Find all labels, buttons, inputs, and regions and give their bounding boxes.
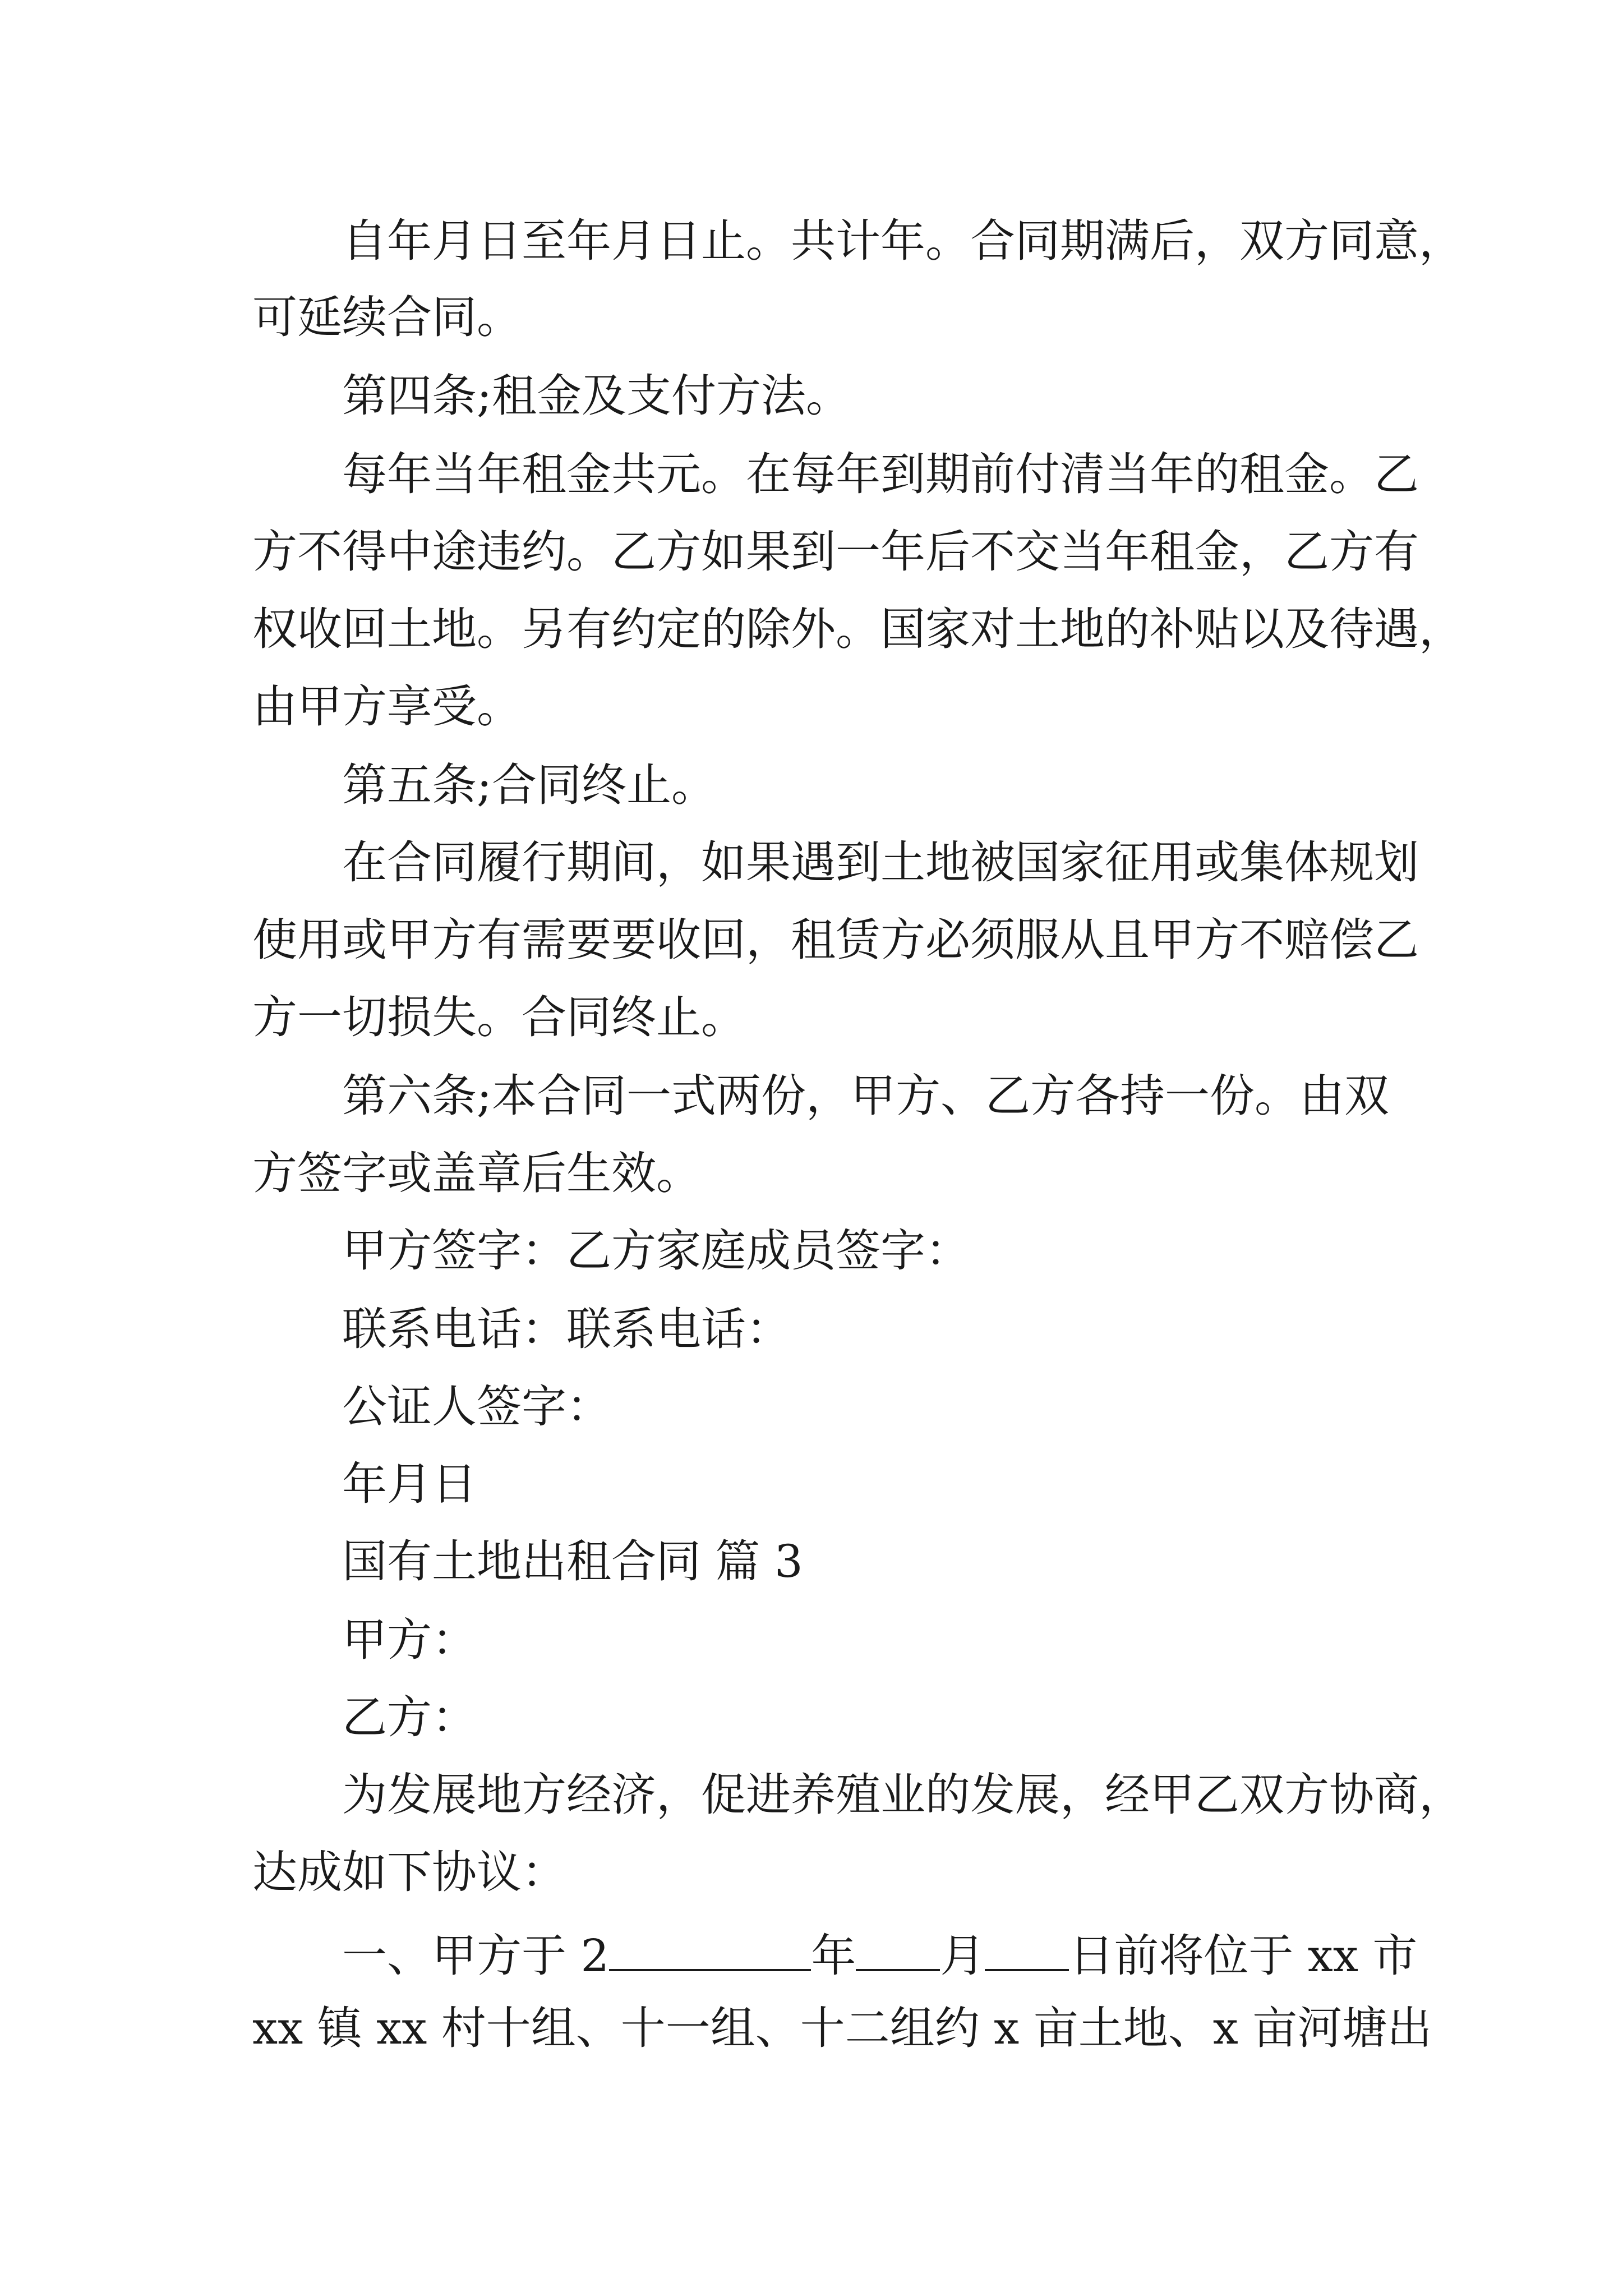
clause-text: 月 [940,1930,985,1982]
text-line: 每年当年租金共元。在每年到期前付清当年的租金。乙 [342,448,1419,500]
blank-underline [856,1929,940,1971]
article-heading: 第五条;合同终止。 [342,759,716,811]
blank-underline [609,1929,811,1971]
text-line: 方签字或盖章后生效。 [252,1147,701,1199]
text-line: 使用或甲方有需要要收回，租赁方必须服从且甲方不赔偿乙 [252,914,1419,966]
signature-line: 甲方签字：乙方家庭成员签字： [342,1225,970,1277]
text-line: xx 镇 xx 村十组、十一组、十二组约 x 亩土地、x 亩河塘出 [252,2002,1432,2054]
text-line: 在合同履行期间，如果遇到土地被国家征用或集体规划 [342,836,1419,889]
text-line: 达成如下协议： [252,1846,566,1898]
clause-text: 一、甲方于 2 [342,1930,610,1982]
text-line: 权收回土地。另有约定的除外。国家对土地的补贴以及待遇， [252,603,1464,655]
party-b-line: 乙方： [342,1691,477,1743]
text-line: 第六条;本合同一式两份，甲方、乙方各持一份。由双 [342,1070,1389,1122]
clause-text: 年 [811,1930,856,1982]
text-line: 由甲方享受。 [252,680,522,733]
section-title: 国有土地出租合同 篇 3 [342,1535,803,1588]
text-line: 方一切损失。合同终止。 [252,991,746,1043]
text-line: 方不得中途违约。乙方如果到一年后不交当年租金，乙方有 [252,526,1419,578]
clause-text: 日前将位于 xx 市 [1069,1930,1418,1982]
notary-line: 公证人签字： [342,1381,611,1433]
text-line: 自年月日至年月日止。共计年。合同期满后，双方同意， [342,215,1464,267]
text-line: 为发展地方经济，促进养殖业的发展，经甲乙双方协商， [342,1769,1464,1821]
party-a-line: 甲方： [342,1614,477,1666]
blank-underline [985,1929,1069,1971]
article-heading: 第四条;租金及支付方法。 [342,370,851,422]
date-line: 年月日 [342,1458,477,1510]
text-line: 可延续合同。 [252,291,522,343]
clause-line [342,1929,1418,1982]
phone-line: 联系电话：联系电话： [342,1303,791,1355]
